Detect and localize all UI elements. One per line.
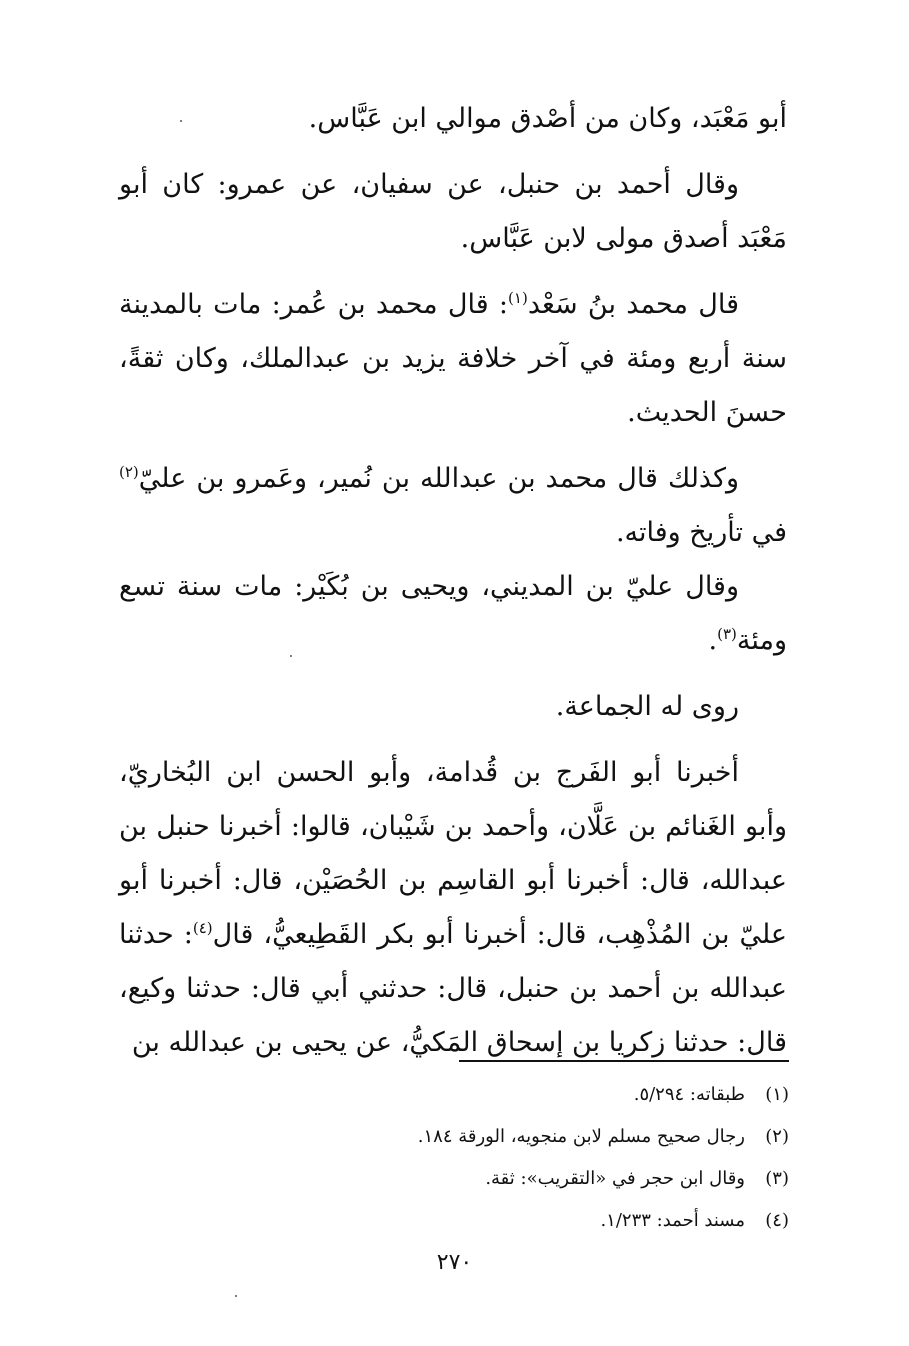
page-number: ٢٧٠	[436, 1250, 473, 1275]
scan-speck	[180, 120, 182, 122]
footnote-ref-4[interactable]: (٤)	[192, 919, 213, 937]
paragraph-text: في تأريخ وفاته.	[615, 517, 787, 548]
paragraph-6	[119, 680, 787, 734]
footnote-2	[289, 1122, 789, 1152]
footnote-number: (٤)	[765, 1210, 789, 1231]
footnote-4	[289, 1206, 789, 1236]
footnote-text: وقال ابن حجر في «التقريب»: ثقة.	[485, 1168, 745, 1189]
paragraph-text: قال محمد بنُ سَعْد	[527, 289, 739, 320]
paragraph-text: وكذلك قال محمد بن عبدالله بن نُمير، وعَمرو بن عليّ	[138, 463, 739, 494]
footnote-ref-2[interactable]: (٢)	[119, 463, 139, 481]
paragraph-text: .	[708, 625, 718, 656]
footnotes-section	[289, 1080, 789, 1236]
footnote-text: رجال صحيح مسلم لابن منجويه، الورقة ١٨٤.	[417, 1126, 745, 1147]
paragraph-3	[119, 278, 787, 440]
paragraph-text: : قال محمد بن عُمر: مات بالمدينة سنة أربع ومئة في آخر خلافة يزيد بن عبدالملك، وكان ثقةً، حسنَ الحديث.	[119, 289, 787, 428]
paragraph-text: أبو مَعْبَد، وكان من أصْدق موالي ابن عَبَّاس.	[308, 103, 787, 134]
paragraph-7	[119, 746, 787, 1070]
footnote-3	[289, 1164, 789, 1194]
paragraph-text: أخبرنا أبو الفَرج بن قُدامة، وأبو الحسن ابن البُخاريّ، وأبو الغَنائم بن عَلَّان، وأحمد بن شَيْبان، قالوا: أخبرنا حنبل بن عبدالله، قال: أخبرنا أبو القاسِم بن الحُصَيْن، قال: أخبرنا أبو عليّ بن المُذْهِب، قال: أخبرنا أبو بكر القَطِيعيُّ، قال	[119, 757, 788, 950]
footnote-number: (٣)	[765, 1168, 789, 1189]
scan-speck	[235, 1295, 237, 1297]
main-text	[119, 92, 787, 1070]
paragraph-5	[119, 560, 787, 668]
footnote-number: (١)	[765, 1084, 789, 1105]
paragraph-2	[119, 158, 787, 266]
scan-speck	[290, 655, 292, 657]
footnote-divider	[459, 1060, 789, 1062]
footnote-text: طبقاته: ٥/٢٩٤.	[633, 1084, 745, 1105]
footnote-ref-1[interactable]: (١)	[508, 289, 528, 307]
paragraph-1	[119, 92, 787, 146]
footnote-number: (٢)	[765, 1126, 789, 1147]
paragraph-text: : حدثنا عبدالله بن أحمد بن حنبل، قال: حدثني أبي قال: حدثنا وكيع، قال: حدثنا زكريا بن إسحاق المَكيُّ، عن يحيى بن عبدالله بن	[119, 919, 787, 1058]
footnote-ref-3[interactable]: (٣)	[717, 625, 737, 643]
footnote-text: مسند أحمد: ١/٢٣٣.	[600, 1210, 745, 1231]
paragraph-text: وقال أحمد بن حنبل، عن سفيان، عن عمرو: كان أبو مَعْبَد أصدق مولى لابن عَبَّاس.	[119, 169, 787, 254]
paragraph-text: روى له الجماعة.	[555, 691, 739, 722]
paragraph-4	[119, 452, 787, 560]
paragraph-text: وقال عليّ بن المديني، ويحيى بن بُكَيْر: مات سنة تسع ومئة	[119, 571, 787, 656]
footnote-1	[289, 1080, 789, 1110]
